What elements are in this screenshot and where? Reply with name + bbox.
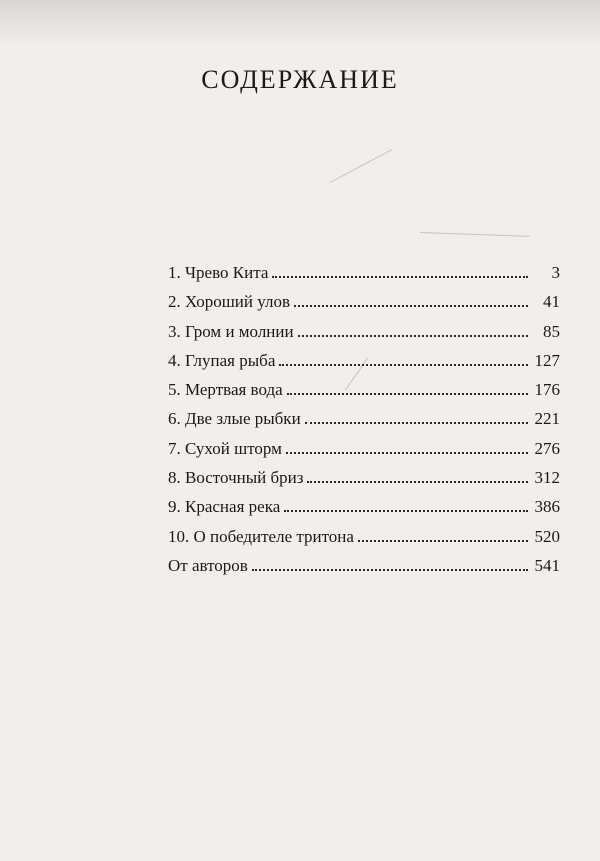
toc-entry-page: 541 bbox=[534, 555, 560, 575]
toc-leader-dots bbox=[298, 335, 528, 337]
toc-leader-dots bbox=[305, 422, 528, 424]
paper-scratch bbox=[330, 149, 392, 183]
toc-entry bbox=[168, 439, 560, 468]
toc-entry bbox=[168, 322, 560, 351]
toc-entry-page: 41 bbox=[543, 292, 560, 312]
toc-entry-label: 8. Восточный бриз bbox=[168, 468, 304, 488]
toc-leader-dots bbox=[307, 481, 528, 483]
table-of-contents bbox=[168, 263, 560, 585]
toc-entry-label: 1. Чрево Кита bbox=[168, 263, 269, 282]
toc-entry bbox=[168, 263, 560, 292]
toc-entry bbox=[168, 556, 560, 585]
toc-entry-label: От авторов bbox=[168, 555, 248, 575]
paper-scratch bbox=[420, 232, 530, 237]
toc-entry-label: 3. Гром и молнии bbox=[168, 321, 294, 341]
toc-entry-label: 6. Две злые рыбки bbox=[168, 409, 301, 429]
toc-entry-page: 520 bbox=[534, 526, 560, 546]
toc-entry-label: 7. Сухой шторм bbox=[168, 438, 282, 458]
toc-entry bbox=[168, 497, 560, 526]
toc-entry bbox=[168, 380, 560, 409]
toc-entry-page: 176 bbox=[534, 380, 560, 400]
toc-leader-dots bbox=[284, 510, 528, 512]
toc-entry-label: 5. Мертвая вода bbox=[168, 380, 283, 400]
toc-entry-label: 9. Красная река bbox=[168, 497, 281, 517]
toc-entry-page: 127 bbox=[534, 350, 560, 370]
toc-entry-label: 10. О победителе тритона bbox=[168, 526, 354, 546]
toc-entry-page: 3 bbox=[551, 263, 560, 282]
toc-entry bbox=[168, 351, 560, 380]
toc-entry-page: 312 bbox=[534, 468, 560, 488]
page-title: СОДЕРЖАНИЕ bbox=[201, 65, 399, 95]
toc-entry bbox=[168, 409, 560, 438]
toc-leader-dots bbox=[294, 305, 528, 307]
toc-entry-label: 2. Хороший улов bbox=[168, 292, 291, 312]
toc-entry bbox=[168, 527, 560, 556]
toc-leader-dots bbox=[279, 364, 528, 366]
toc-entry-page: 276 bbox=[534, 438, 560, 458]
toc-entry-page: 85 bbox=[543, 321, 560, 341]
toc-leader-dots bbox=[287, 393, 528, 395]
bleed-through-header bbox=[0, 0, 600, 46]
toc-entry-page: 221 bbox=[534, 409, 560, 429]
toc-entry-page: 386 bbox=[534, 497, 560, 517]
toc-entry-label: 4. Глупая рыба bbox=[168, 350, 276, 370]
toc-leader-dots bbox=[252, 569, 528, 571]
toc-leader-dots bbox=[286, 452, 528, 454]
toc-entry bbox=[168, 468, 560, 497]
toc-entry bbox=[168, 292, 560, 321]
toc-leader-dots bbox=[358, 540, 528, 542]
toc-leader-dots bbox=[272, 276, 528, 278]
